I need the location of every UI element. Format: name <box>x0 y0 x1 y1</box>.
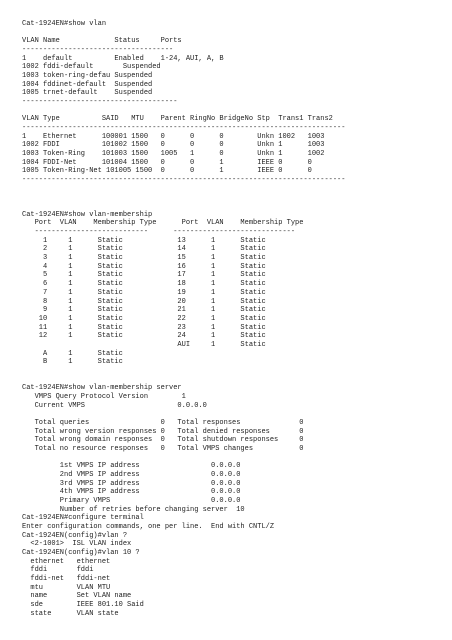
terminal-line: 8 1 Static 20 1 Static <box>22 297 266 306</box>
terminal-line: sde IEEE 801.10 Said <box>22 601 144 610</box>
terminal-line: ------------------------------------- <box>22 98 178 107</box>
terminal-line: 9 1 Static 21 1 Static <box>22 306 266 315</box>
terminal-line: Total wrong domain responses 0 Total shutdown responses 0 <box>22 436 304 445</box>
terminal-line: Cat-1924EN#show vlan <box>22 20 107 28</box>
terminal-line: 1005 Token-Ring-Net 101005 1500 0 0 1 IEEE 0 0 <box>22 167 312 176</box>
terminal-line <box>22 410 442 419</box>
terminal-line: 4 1 Static 16 1 Static <box>22 262 266 271</box>
terminal-line: Enter configuration commands, one per line. End with CNTL/Z <box>22 522 275 531</box>
terminal-line: 2nd VMPS IP address 0.0.0.0 <box>22 470 241 479</box>
terminal-output <box>22 20 442 618</box>
terminal-line: Total queries 0 Total responses 0 <box>22 418 304 427</box>
terminal-line: fddi-net fddi-net <box>22 575 111 583</box>
terminal-line: 2 1 Static 14 1 Static <box>22 245 266 254</box>
terminal-line <box>22 107 442 116</box>
terminal-line: VLAN Type SAID MTU Parent RingNo BridgeNo Stp Trans1 Trans2 <box>22 115 333 124</box>
terminal-line: 1004 fddinet-default Suspended <box>22 80 153 89</box>
terminal-line: 1005 trnet-default Suspended <box>22 89 153 98</box>
terminal-line: ----------------------------------------------------------------------------- <box>22 124 346 133</box>
terminal-line: fddi fddi <box>22 566 94 575</box>
terminal-line: 10 1 Static 22 1 Static <box>22 314 266 323</box>
terminal-line: Cat-1924EN#configure terminal <box>22 514 144 523</box>
terminal-line: 1 default Enabled 1-24, AUI, A, B <box>22 54 224 63</box>
terminal-line: 1002 FDDI 101002 1500 0 0 0 Unkn 1 1003 <box>22 141 325 150</box>
terminal-line: 5 1 Static 17 1 Static <box>22 271 266 280</box>
terminal-line: --------------------------- ----------------------------- <box>22 228 296 237</box>
terminal-line: 1 Ethernet 100001 1500 0 0 0 Unkn 1002 1003 <box>22 132 325 141</box>
terminal-line: VLAN Name Status Ports <box>22 37 182 46</box>
terminal-line <box>22 29 442 38</box>
terminal-line: 1st VMPS IP address 0.0.0.0 <box>22 462 241 471</box>
terminal-line: 1004 FDDI-Net 101004 1500 0 0 1 IEEE 0 0 <box>22 158 312 167</box>
terminal-line: name Set VLAN name <box>22 592 132 601</box>
terminal-line: ------------------------------------ <box>22 46 174 55</box>
terminal-line: 12 1 Static 24 1 Static <box>22 332 266 341</box>
terminal-line: 7 1 Static 19 1 Static <box>22 288 266 297</box>
terminal-line <box>22 193 442 202</box>
terminal-line: B 1 Static <box>22 358 123 367</box>
terminal-line: Cat-1924EN(config)#vlan ? <box>22 531 128 540</box>
terminal-line: Port VLAN Membership Type Port VLAN Membership Type <box>22 219 304 228</box>
terminal-line <box>22 185 442 194</box>
terminal-line: Cat-1924EN(config)#vlan 10 ? <box>22 548 140 557</box>
terminal-line: Cat-1924EN#show vlan-membership <box>22 210 153 219</box>
terminal-line: ethernet ethernet <box>22 557 111 566</box>
terminal-line <box>22 367 442 376</box>
terminal-line: Total wrong version responses 0 Total denied responses 0 <box>22 427 304 436</box>
terminal-line: <2-1001> ISL VLAN index <box>22 540 132 549</box>
terminal-line: 1002 fddi-default Suspended <box>22 63 161 72</box>
terminal-line: 6 1 Static 18 1 Static <box>22 280 266 289</box>
terminal-line: state VLAN state <box>22 609 119 618</box>
terminal-line: 1003 token-ring-defau Suspended <box>22 72 153 81</box>
terminal-line: Primary VMPS 0.0.0.0 <box>22 496 241 505</box>
terminal-line: A 1 Static <box>22 349 123 358</box>
terminal-line: 3rd VMPS IP address 0.0.0.0 <box>22 479 241 488</box>
terminal-line: 3 1 Static 15 1 Static <box>22 254 266 263</box>
terminal-line <box>22 376 442 385</box>
terminal-line: 11 1 Static 23 1 Static <box>22 323 266 332</box>
terminal-line <box>22 454 442 463</box>
terminal-line: AUI 1 Static <box>22 340 266 349</box>
terminal-line: mtu VLAN MTU <box>22 583 111 592</box>
terminal-line: 1 1 Static 13 1 Static <box>22 236 266 245</box>
terminal-line: Number of retries before changing server 10 <box>22 505 245 514</box>
terminal-line: Total no resource responses 0 Total VMPS changes 0 <box>22 444 304 453</box>
terminal-line: VMPS Query Protocol Version 1 <box>22 392 186 401</box>
terminal-line: Current VMPS 0.0.0.0 <box>22 401 207 410</box>
terminal-line: 4th VMPS IP address 0.0.0.0 <box>22 488 241 497</box>
terminal-line: ----------------------------------------------------------------------------- <box>22 176 346 185</box>
terminal-line <box>22 202 442 211</box>
terminal-line: 1003 Token-Ring 101003 1500 1005 1 0 Unkn 1 1002 <box>22 150 325 159</box>
terminal-line: Cat-1924EN#show vlan-membership server <box>22 384 182 393</box>
